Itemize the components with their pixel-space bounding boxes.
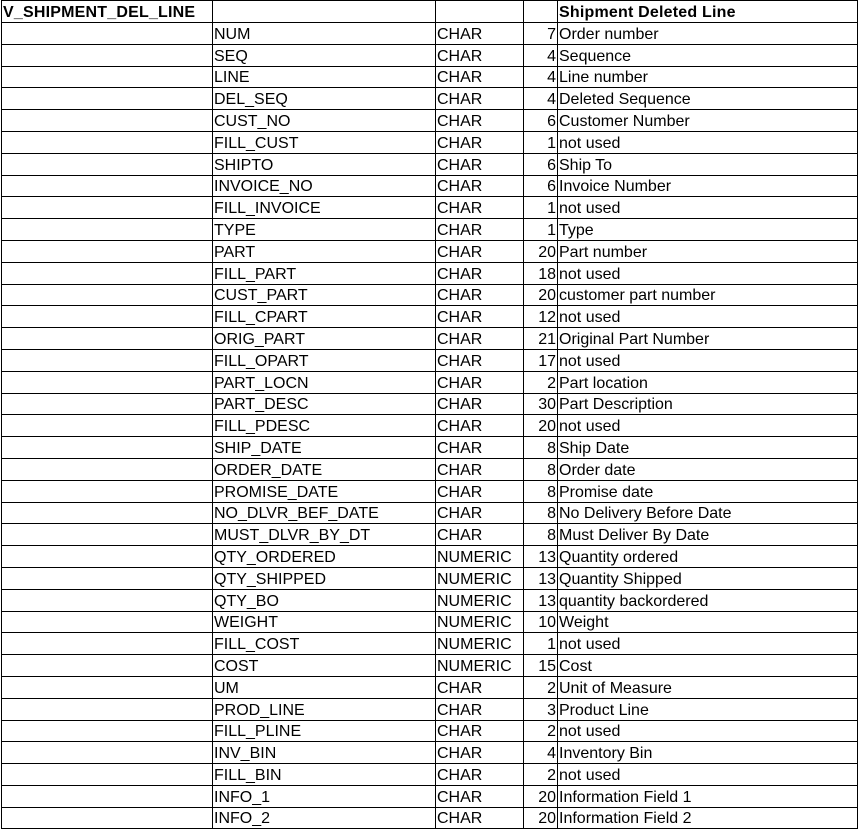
field-type-cell[interactable]: CHAR	[436, 393, 524, 415]
empty-cell[interactable]	[2, 480, 213, 502]
field-description-cell[interactable]: Quantity Shipped	[558, 567, 858, 589]
table-row	[2, 567, 858, 589]
field-name-cell[interactable]: PART_DESC	[213, 393, 436, 415]
field-description-cell[interactable]: Promise date	[558, 480, 858, 502]
field-description-cell[interactable]: Information Field 2	[558, 807, 858, 829]
field-description-cell[interactable]: not used	[558, 306, 858, 328]
field-name-cell[interactable]: ORDER_DATE	[213, 458, 436, 480]
field-length-cell[interactable]: 4	[524, 44, 558, 66]
field-type-cell[interactable]: CHAR	[436, 197, 524, 219]
field-type-cell[interactable]: CHAR	[436, 219, 524, 241]
empty-cell[interactable]	[2, 349, 213, 371]
field-name-cell[interactable]: NUM	[213, 23, 436, 45]
table-row	[2, 480, 858, 502]
field-description-cell[interactable]: Inventory Bin	[558, 742, 858, 764]
empty-cell[interactable]	[2, 546, 213, 568]
field-description-cell[interactable]: Part number	[558, 240, 858, 262]
field-name-cell[interactable]: NO_DLVR_BEF_DATE	[213, 502, 436, 524]
table-row	[2, 23, 858, 45]
empty-cell[interactable]	[2, 284, 213, 306]
empty-cell[interactable]	[2, 262, 213, 284]
field-description-cell[interactable]: not used	[558, 633, 858, 655]
table-row	[2, 240, 858, 262]
field-name-cell[interactable]: LINE	[213, 66, 436, 88]
empty-cell[interactable]	[2, 437, 213, 459]
empty-cell[interactable]	[2, 698, 213, 720]
field-type-cell[interactable]: CHAR	[436, 349, 524, 371]
field-name-cell[interactable]: MUST_DLVR_BY_DT	[213, 524, 436, 546]
empty-cell[interactable]	[2, 458, 213, 480]
empty-cell[interactable]	[2, 764, 213, 786]
field-description-cell[interactable]: Must Deliver By Date	[558, 524, 858, 546]
field-description-cell[interactable]: quantity backordered	[558, 589, 858, 611]
field-name-cell[interactable]: UM	[213, 676, 436, 698]
field-length-cell[interactable]: 8	[524, 480, 558, 502]
empty-cell[interactable]	[2, 219, 213, 241]
field-name-cell[interactable]: INVOICE_NO	[213, 175, 436, 197]
field-length-cell[interactable]: 10	[524, 611, 558, 633]
field-description-cell[interactable]: not used	[558, 720, 858, 742]
field-description-cell[interactable]: No Delivery Before Date	[558, 502, 858, 524]
empty-cell[interactable]	[2, 655, 213, 677]
field-length-cell[interactable]: 18	[524, 262, 558, 284]
table-row	[2, 219, 858, 241]
field-type-cell[interactable]: CHAR	[436, 437, 524, 459]
field-type-cell[interactable]: CHAR	[436, 284, 524, 306]
empty-cell[interactable]	[2, 742, 213, 764]
field-length-cell[interactable]: 12	[524, 306, 558, 328]
field-name-cell[interactable]: DEL_SEQ	[213, 88, 436, 110]
empty-cell[interactable]	[2, 131, 213, 153]
field-type-cell[interactable]: CHAR	[436, 807, 524, 829]
empty-cell[interactable]	[2, 197, 213, 219]
field-type-cell[interactable]: CHAR	[436, 785, 524, 807]
table-row	[2, 698, 858, 720]
table-row	[2, 175, 858, 197]
empty-cell[interactable]	[2, 393, 213, 415]
field-name-cell[interactable]: ORIG_PART	[213, 328, 436, 350]
table-row	[2, 393, 858, 415]
field-length-cell[interactable]: 21	[524, 328, 558, 350]
empty-cell[interactable]	[2, 44, 213, 66]
table-row	[2, 655, 858, 677]
field-type-cell[interactable]: CHAR	[436, 131, 524, 153]
field-name-cell[interactable]: INV_BIN	[213, 742, 436, 764]
field-name-cell[interactable]: INFO_1	[213, 785, 436, 807]
field-length-cell[interactable]: 20	[524, 785, 558, 807]
empty-cell[interactable]	[436, 1, 524, 23]
field-name-cell[interactable]: SEQ	[213, 44, 436, 66]
field-description-cell[interactable]: Original Part Number	[558, 328, 858, 350]
field-name-cell[interactable]: FILL_BIN	[213, 764, 436, 786]
field-length-cell[interactable]: 13	[524, 546, 558, 568]
field-definition-table	[1, 0, 858, 829]
field-description-cell[interactable]: not used	[558, 262, 858, 284]
empty-cell[interactable]	[2, 371, 213, 393]
table-row	[2, 349, 858, 371]
table-row	[2, 676, 858, 698]
field-description-cell[interactable]: customer part number	[558, 284, 858, 306]
field-description-cell[interactable]: Cost	[558, 655, 858, 677]
field-type-cell[interactable]: CHAR	[436, 720, 524, 742]
field-type-cell[interactable]: CHAR	[436, 458, 524, 480]
table-row	[2, 720, 858, 742]
table-body	[2, 1, 858, 829]
empty-cell[interactable]	[2, 785, 213, 807]
field-length-cell[interactable]: 6	[524, 175, 558, 197]
field-description-cell[interactable]: Quantity ordered	[558, 546, 858, 568]
field-description-cell[interactable]: Product Line	[558, 698, 858, 720]
empty-cell[interactable]	[2, 676, 213, 698]
field-length-cell[interactable]: 1	[524, 197, 558, 219]
field-type-cell[interactable]: CHAR	[436, 698, 524, 720]
field-type-cell[interactable]: CHAR	[436, 328, 524, 350]
field-description-cell[interactable]: Order number	[558, 23, 858, 45]
field-type-cell[interactable]: NUMERIC	[436, 633, 524, 655]
field-type-cell[interactable]: CHAR	[436, 153, 524, 175]
field-length-cell[interactable]: 20	[524, 284, 558, 306]
table-row	[2, 807, 858, 829]
field-name-cell[interactable]: INFO_2	[213, 807, 436, 829]
field-name-cell[interactable]: FILL_OPART	[213, 349, 436, 371]
field-type-cell[interactable]: CHAR	[436, 88, 524, 110]
field-description-cell[interactable]: Deleted Sequence	[558, 88, 858, 110]
field-length-cell[interactable]: 4	[524, 88, 558, 110]
field-type-cell[interactable]: CHAR	[436, 371, 524, 393]
field-type-cell[interactable]: CHAR	[436, 262, 524, 284]
field-type-cell[interactable]: CHAR	[436, 415, 524, 437]
table-row	[2, 524, 858, 546]
field-type-cell[interactable]: CHAR	[436, 480, 524, 502]
field-description-cell[interactable]: not used	[558, 415, 858, 437]
table-row	[2, 611, 858, 633]
field-name-cell[interactable]: FILL_CUST	[213, 131, 436, 153]
field-length-cell[interactable]: 6	[524, 110, 558, 132]
table-row	[2, 633, 858, 655]
field-type-cell[interactable]: NUMERIC	[436, 655, 524, 677]
field-name-cell[interactable]: QTY_SHIPPED	[213, 567, 436, 589]
field-name-cell[interactable]: SHIPTO	[213, 153, 436, 175]
field-description-cell[interactable]: Order date	[558, 458, 858, 480]
field-type-cell[interactable]: CHAR	[436, 676, 524, 698]
field-type-cell[interactable]: CHAR	[436, 175, 524, 197]
field-length-cell[interactable]: 2	[524, 676, 558, 698]
table-header-row	[2, 1, 858, 23]
empty-cell[interactable]	[2, 524, 213, 546]
field-type-cell[interactable]: NUMERIC	[436, 589, 524, 611]
empty-cell[interactable]	[2, 153, 213, 175]
empty-cell[interactable]	[2, 23, 213, 45]
field-type-cell[interactable]: CHAR	[436, 742, 524, 764]
empty-cell[interactable]	[2, 502, 213, 524]
field-description-cell[interactable]: Unit of Measure	[558, 676, 858, 698]
empty-cell[interactable]	[2, 589, 213, 611]
field-length-cell[interactable]: 2	[524, 371, 558, 393]
field-length-cell[interactable]: 15	[524, 655, 558, 677]
field-description-cell[interactable]: Ship To	[558, 153, 858, 175]
field-length-cell[interactable]: 7	[524, 23, 558, 45]
empty-cell[interactable]	[2, 328, 213, 350]
table-row	[2, 262, 858, 284]
table-description[interactable]: Shipment Deleted Line	[558, 1, 858, 23]
table-title[interactable]: V_SHIPMENT_DEL_LINE	[2, 1, 213, 23]
table-row	[2, 785, 858, 807]
field-description-cell[interactable]: Part location	[558, 371, 858, 393]
field-description-cell[interactable]: Invoice Number	[558, 175, 858, 197]
field-length-cell[interactable]: 4	[524, 66, 558, 88]
empty-cell[interactable]	[2, 175, 213, 197]
table-row	[2, 197, 858, 219]
field-name-cell[interactable]: PART	[213, 240, 436, 262]
table-row	[2, 742, 858, 764]
field-type-cell[interactable]: CHAR	[436, 44, 524, 66]
table-row	[2, 306, 858, 328]
field-name-cell[interactable]: FILL_INVOICE	[213, 197, 436, 219]
table-row	[2, 131, 858, 153]
field-length-cell[interactable]: 4	[524, 742, 558, 764]
field-type-cell[interactable]: NUMERIC	[436, 611, 524, 633]
table-row	[2, 284, 858, 306]
table-row	[2, 44, 858, 66]
field-length-cell[interactable]: 6	[524, 153, 558, 175]
field-description-cell[interactable]: not used	[558, 764, 858, 786]
field-type-cell[interactable]: NUMERIC	[436, 567, 524, 589]
empty-cell[interactable]	[2, 633, 213, 655]
field-length-cell[interactable]: 20	[524, 240, 558, 262]
field-name-cell[interactable]: FILL_PLINE	[213, 720, 436, 742]
field-length-cell[interactable]: 1	[524, 219, 558, 241]
field-type-cell[interactable]: CHAR	[436, 66, 524, 88]
field-name-cell[interactable]: PROD_LINE	[213, 698, 436, 720]
field-name-cell[interactable]: QTY_ORDERED	[213, 546, 436, 568]
empty-cell[interactable]	[2, 306, 213, 328]
table-row	[2, 502, 858, 524]
empty-cell[interactable]	[2, 88, 213, 110]
field-description-cell[interactable]: not used	[558, 131, 858, 153]
empty-cell[interactable]	[2, 611, 213, 633]
empty-cell[interactable]	[2, 415, 213, 437]
table-row	[2, 371, 858, 393]
field-name-cell[interactable]: PART_LOCN	[213, 371, 436, 393]
table-row	[2, 110, 858, 132]
field-type-cell[interactable]: CHAR	[436, 240, 524, 262]
field-description-cell[interactable]: not used	[558, 197, 858, 219]
field-description-cell[interactable]: Part Description	[558, 393, 858, 415]
table-row	[2, 589, 858, 611]
table-row	[2, 546, 858, 568]
table-row	[2, 764, 858, 786]
field-description-cell[interactable]: Sequence	[558, 44, 858, 66]
field-name-cell[interactable]: QTY_BO	[213, 589, 436, 611]
field-type-cell[interactable]: CHAR	[436, 764, 524, 786]
field-length-cell[interactable]: 20	[524, 415, 558, 437]
field-name-cell[interactable]: FILL_COST	[213, 633, 436, 655]
empty-cell[interactable]	[2, 720, 213, 742]
field-length-cell[interactable]: 17	[524, 349, 558, 371]
table-row	[2, 88, 858, 110]
table-row	[2, 458, 858, 480]
field-name-cell[interactable]: CUST_NO	[213, 110, 436, 132]
field-type-cell[interactable]: NUMERIC	[436, 546, 524, 568]
field-type-cell[interactable]: CHAR	[436, 524, 524, 546]
field-length-cell[interactable]: 8	[524, 437, 558, 459]
field-description-cell[interactable]: Information Field 1	[558, 785, 858, 807]
empty-cell[interactable]	[2, 240, 213, 262]
empty-cell[interactable]	[213, 1, 436, 23]
field-length-cell[interactable]: 3	[524, 698, 558, 720]
field-length-cell[interactable]: 8	[524, 458, 558, 480]
table-row	[2, 153, 858, 175]
field-length-cell[interactable]: 8	[524, 524, 558, 546]
field-length-cell[interactable]: 1	[524, 633, 558, 655]
field-length-cell[interactable]: 13	[524, 567, 558, 589]
table-row	[2, 328, 858, 350]
field-description-cell[interactable]: not used	[558, 349, 858, 371]
field-type-cell[interactable]: CHAR	[436, 306, 524, 328]
field-name-cell[interactable]: WEIGHT	[213, 611, 436, 633]
field-length-cell[interactable]: 30	[524, 393, 558, 415]
field-name-cell[interactable]: TYPE	[213, 219, 436, 241]
field-description-cell[interactable]: Line number	[558, 66, 858, 88]
field-name-cell[interactable]: FILL_PART	[213, 262, 436, 284]
field-name-cell[interactable]: FILL_CPART	[213, 306, 436, 328]
field-name-cell[interactable]: PROMISE_DATE	[213, 480, 436, 502]
empty-cell[interactable]	[2, 567, 213, 589]
field-type-cell[interactable]: CHAR	[436, 502, 524, 524]
field-length-cell[interactable]: 13	[524, 589, 558, 611]
field-description-cell[interactable]: Customer Number	[558, 110, 858, 132]
field-description-cell[interactable]: Type	[558, 219, 858, 241]
empty-cell[interactable]	[2, 110, 213, 132]
field-length-cell[interactable]: 1	[524, 131, 558, 153]
field-type-cell[interactable]: CHAR	[436, 23, 524, 45]
field-name-cell[interactable]: FILL_PDESC	[213, 415, 436, 437]
empty-cell[interactable]	[2, 807, 213, 829]
field-description-cell[interactable]: Weight	[558, 611, 858, 633]
table-row	[2, 437, 858, 459]
field-length-cell[interactable]: 2	[524, 764, 558, 786]
empty-cell[interactable]	[524, 1, 558, 23]
field-length-cell[interactable]: 20	[524, 807, 558, 829]
field-name-cell[interactable]: SHIP_DATE	[213, 437, 436, 459]
field-length-cell[interactable]: 8	[524, 502, 558, 524]
field-length-cell[interactable]: 2	[524, 720, 558, 742]
table-row	[2, 66, 858, 88]
table-row	[2, 415, 858, 437]
field-description-cell[interactable]: Ship Date	[558, 437, 858, 459]
field-name-cell[interactable]: CUST_PART	[213, 284, 436, 306]
field-type-cell[interactable]: CHAR	[436, 110, 524, 132]
field-name-cell[interactable]: COST	[213, 655, 436, 677]
empty-cell[interactable]	[2, 66, 213, 88]
